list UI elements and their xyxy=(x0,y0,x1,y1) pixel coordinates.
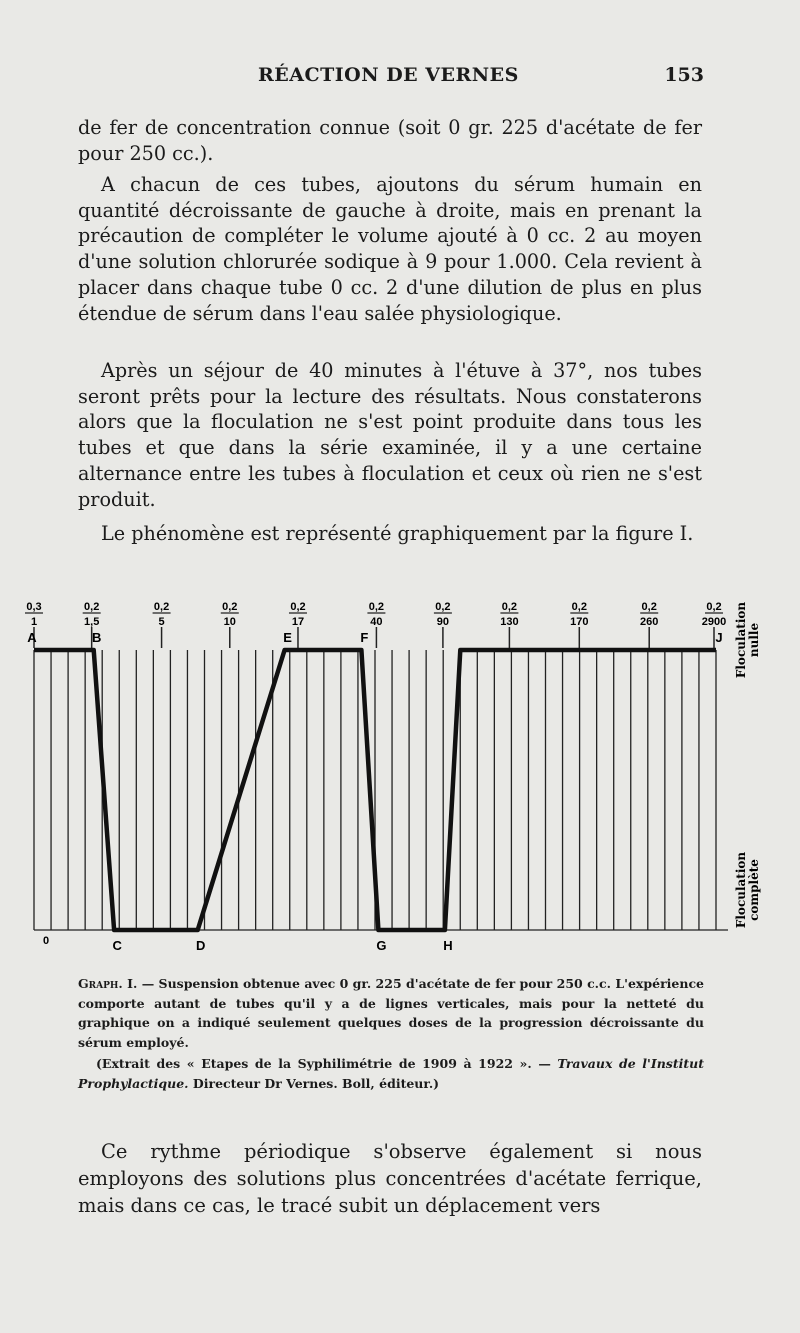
paragraph-4: Le phénomène est représenté graphiquement par la figure I. xyxy=(101,522,694,545)
dose-label xyxy=(570,601,588,648)
dose-denominator: 260 xyxy=(640,616,659,628)
dose-label xyxy=(221,601,239,648)
dose-numerator: 0,2 xyxy=(290,601,306,613)
y-label-nulle xyxy=(734,602,761,679)
dose-label xyxy=(153,601,171,648)
dose-denominator: 5 xyxy=(158,616,165,628)
dose-numerator: 0,2 xyxy=(368,601,385,613)
source-close: Directeur Dr Vernes. Boll, éditeur.) xyxy=(192,1075,440,1091)
paragraph-3: Après un séjour de 40 minutes à l'étuve à 37°, nos tubes seront prêts pour la lecture des résultats. Nous constaterons alors que la floculation ne s'est point produite dans tous les tubes et que dans la série examinée, il y a une certaine alternance entre les tubes à floculation et ceux où rien ne s'est produit. xyxy=(78,359,702,511)
dose-label xyxy=(500,601,518,648)
dose-numerator: 0,2 xyxy=(571,601,587,613)
point-label: E xyxy=(283,630,292,645)
dose-denominator: 1,5 xyxy=(84,616,100,628)
y-label-complete-word: complète xyxy=(747,859,761,921)
figure-source xyxy=(78,1054,704,1093)
paragraph-5: Ce rythme périodique s'observe également si nous employons des solutions plus concentrées d'acétate ferrique, mais dans ce cas, le tracé subit un déplacement vers xyxy=(78,1140,702,1217)
dose-denominator: 40 xyxy=(370,616,383,628)
dose-label xyxy=(640,601,658,648)
caption-text: — Suspension obtenue avec 0 gr. 225 d'acétate de fer pour 250 c.c. L'expérience comporte autant de tubes qu'il y a de lignes verticales, mais pour la netteté du graphique on a indiqué seulement quelques doses de la progression décroissante du sérum employé. xyxy=(78,976,705,1050)
point-label: H xyxy=(443,938,453,953)
dose-numerator: 0,2 xyxy=(153,601,170,613)
dose-numerator: 0,2 xyxy=(706,601,722,613)
dose-denominator: 170 xyxy=(570,616,589,628)
dose-numerator: 0,2 xyxy=(84,601,100,613)
figure-caption xyxy=(78,974,704,1052)
source-journal: Travaux de l'Institut Prophylactique. xyxy=(78,1056,704,1091)
dose-denominator: 130 xyxy=(500,616,519,628)
point-label: B xyxy=(91,630,102,645)
y-label-nulle-word: nulle xyxy=(747,622,761,658)
dose-denominator: 17 xyxy=(291,616,305,628)
dose-numerator: 0,2 xyxy=(222,601,238,613)
point-label: A xyxy=(27,630,37,645)
y-label-nulle-word: Floculation xyxy=(734,601,748,679)
paragraph-1: de fer de concentration connue (soit 0 gr. 225 d'acétate de fer pour 250 cc.). xyxy=(78,116,702,165)
point-label: J xyxy=(715,630,723,645)
running-header xyxy=(78,64,704,92)
dose-denominator: 90 xyxy=(436,616,450,628)
paragraph-2: A chacun de ces tubes, ajoutons du sérum humain en quantité décroissante de gauche à droite, mais en prenant la précaution de compléter le volume ajouté à 0 cc. 2 au moyen d'une solution chlorurée sodique à 9 pour 1.000. Cela revient à placer dans chaque tube 0 cc. 2 d'une dilution de plus en plus étendue de sérum dans l'eau salée physiologique. xyxy=(78,173,702,325)
page-number: 153 xyxy=(664,64,704,86)
dose-numerator: 0,2 xyxy=(501,601,518,613)
dose-denominator: 10 xyxy=(223,616,236,628)
point-label: D xyxy=(195,938,206,953)
dose-label xyxy=(367,601,385,648)
point-label: G xyxy=(376,938,387,953)
point-label: C xyxy=(112,938,122,953)
dose-numerator: 0,2 xyxy=(435,601,451,613)
caption-lead: Graph. I. xyxy=(78,976,138,991)
running-title: RÉACTION DE VERNES xyxy=(258,64,519,86)
corner-mark: 0 xyxy=(42,935,50,947)
dose-numerator: 0,2 xyxy=(641,601,657,613)
dose-label xyxy=(434,601,452,648)
source-open: (Extrait des « Etapes de la Syphilimétrie de 1909 à 1922 ». — xyxy=(96,1056,551,1071)
dose-numerator: 0,3 xyxy=(26,601,42,613)
y-label-complete-word: Floculation xyxy=(734,851,748,929)
point-label: F xyxy=(360,630,369,645)
dose-denominator: 2900 xyxy=(701,616,727,628)
y-label-complete xyxy=(734,852,761,929)
dose-denominator: 1 xyxy=(30,616,38,628)
flocculation-graph xyxy=(0,590,800,970)
